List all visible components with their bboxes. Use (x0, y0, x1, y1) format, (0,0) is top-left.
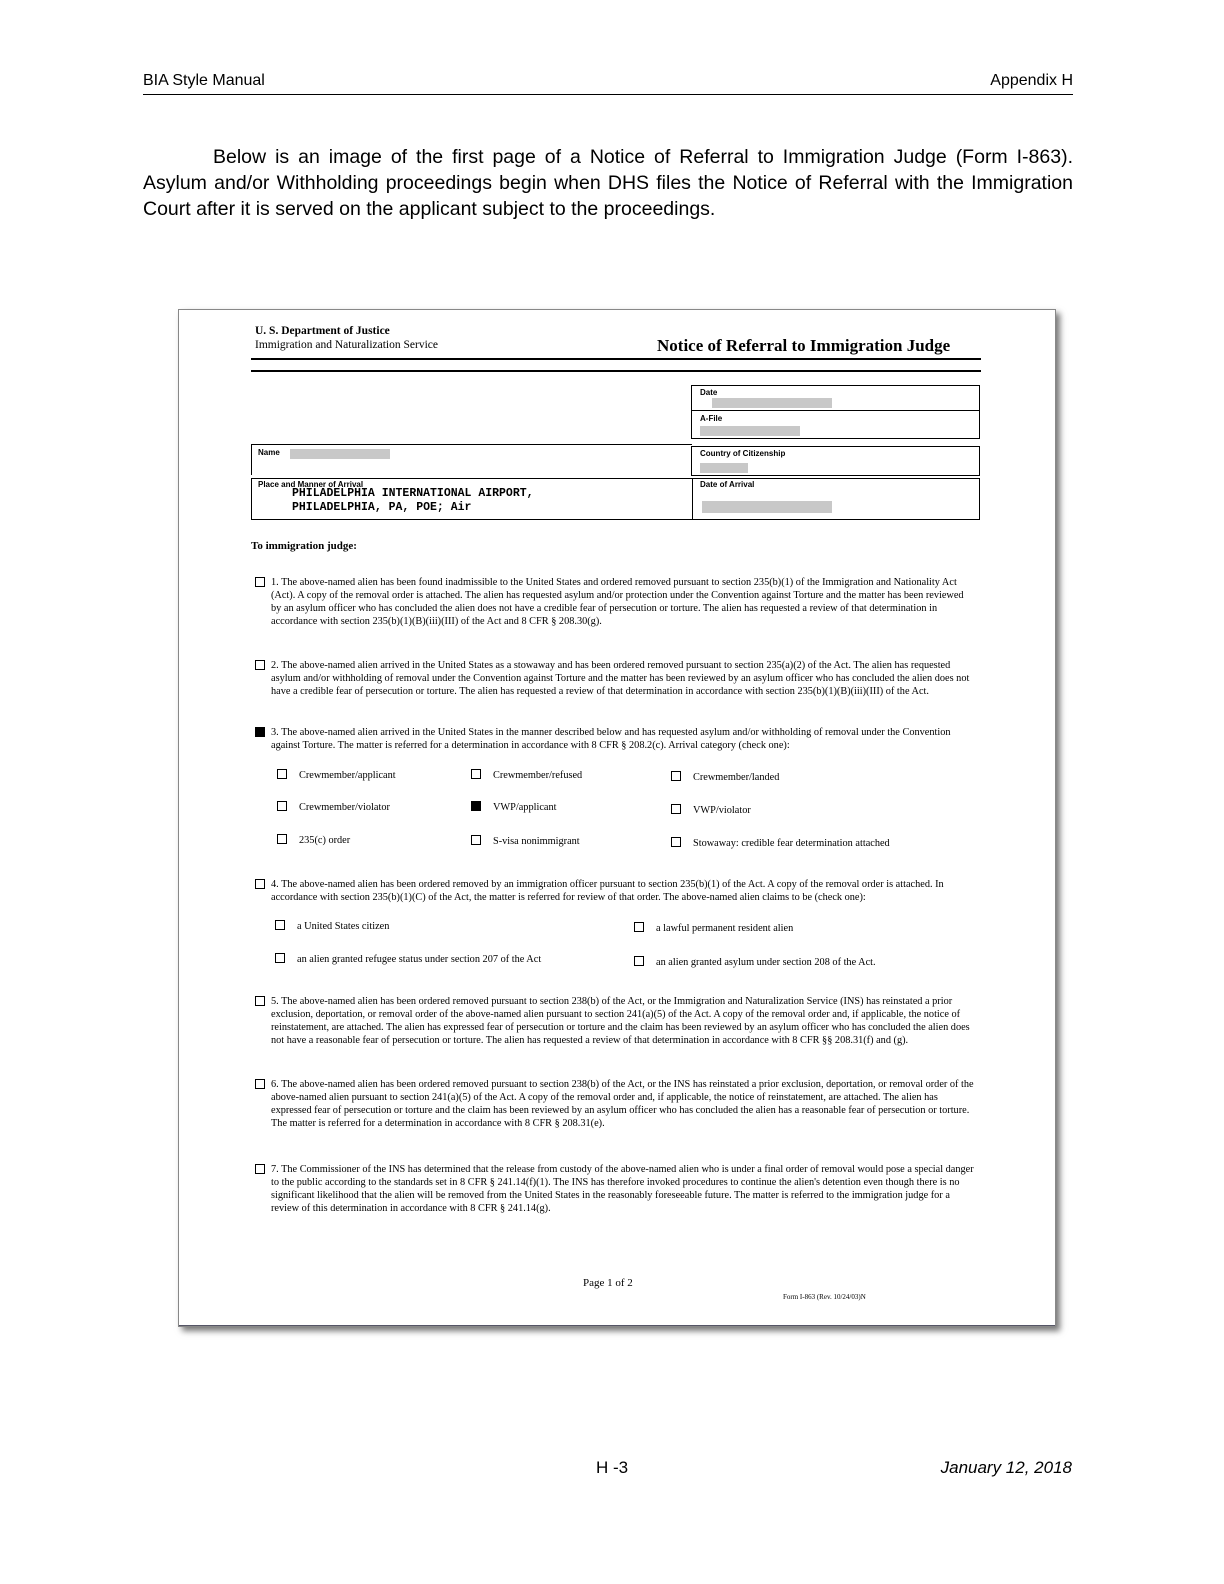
header-right: Appendix H (990, 72, 1073, 89)
department (255, 324, 438, 352)
checkbox (255, 879, 265, 889)
checkbox (255, 1164, 265, 1174)
category-option: Crewmember/violator (277, 801, 390, 813)
scan-edge (179, 1325, 1055, 1327)
citizenship-box (691, 446, 980, 476)
form-title: Notice of Referral to Immigration Judge (657, 336, 951, 355)
form-image (178, 309, 1056, 1327)
afile-label: A-File (700, 414, 723, 423)
category-option: S-visa nonimmigrant (471, 835, 580, 847)
divider (251, 370, 981, 372)
dept-line2: Immigration and Naturalization Service (255, 339, 438, 351)
to-label: To immigration judge: (251, 540, 357, 552)
name-box (251, 444, 692, 475)
name-label: Name (258, 448, 280, 457)
item-5: 5. The above-named alien has been ordered removed pursuant to section 238(b) of the Act, or the Immigration and Naturalization Service (INS) has reinstated a prior exclusion, deportation, or removal order of the above-named alien pursuant to section 241(a)(5) of the Act. A copy of the removal order and, if applicable, the notice of reinstatement, are attached. The alien has expressed fear of persecution or torture and the claim has been reviewed by an asylum officer who has concluded the alien does not have a reasonable fear of persecution or torture. The alien has requested a review of that determination in accordance with 8 CFR §§ 208.31(f) and (g). (255, 995, 975, 1047)
checkbox-checked (255, 727, 265, 737)
divider (251, 358, 981, 360)
category-option: Crewmember/refused (471, 769, 582, 781)
checkbox (255, 996, 265, 1006)
citizenship-label: Country of Citizenship (700, 449, 786, 458)
item-6: 6. The above-named alien has been ordered removed pursuant to section 238(b) of the Act, or the INS has reinstated a prior exclusion, deportation, or removal order of the above-named alien pursuant to section 241(a)(5) of the Act. A copy of the removal order and, if applicable, the notice of reinstatement, are attached. The alien has expressed fear of persecution or torture and the claim has been reviewed by an asylum officer who has concluded the alien has a reasonable fear of persecution or torture. The matter is referred for a determination in accordance with 8 CFR § 208.31(e). (255, 1078, 975, 1130)
date-afile-box (691, 385, 980, 439)
header-left: BIA Style Manual (143, 72, 265, 89)
intro-paragraph: Below is an image of the first page of a Notice of Referral to Immigration Judge (Form I-863). Asylum and/or Withholding proceedings begin when DHS files the Notice of Referral with the Immigration Court after it is served on the applicant subject to the proceedings. (143, 146, 1073, 220)
footer-date: January 12, 2018 (940, 1458, 1072, 1477)
checkbox (255, 577, 265, 587)
form-number: Form I-863 (Rev. 10/24/03)N (783, 1293, 866, 1301)
claim-option: a United States citizen (275, 920, 389, 932)
footer-page: H -3 (595, 1458, 629, 1477)
category-option: VWP/violator (671, 804, 751, 816)
redacted-arrival-date (702, 501, 832, 513)
item-4: 4. The above-named alien has been ordered removed by an immigration officer pursuant to section 235(b)(1) of the Act. A copy of the removal order is attached. In accordance with section 235(b)(1)(C) of the Act, the matter is referred for review of that order. The above-named alien claims to be (check one): (255, 878, 975, 904)
item-3: 3. The above-named alien arrived in the United States in the manner described below and has requested asylum and/or withholding of removal under the Convention against Torture. The matter is referred for a determination in accordance with 8 CFR § 208.2(c). Arrival category (check one): (255, 726, 975, 752)
item-1: 1. The above-named alien has been found inadmissible to the United States and ordered removed pursuant to section 235(b)(1) of the Immigration and Nationality Act (Act). A copy of the removal order is attached. The alien has requested asylum and/or protection under the Convention against Torture and the matter has been reviewed by an asylum officer who has concluded the alien does not have a credible fear of persecution or torture. The alien has requested a review of that determination in accordance with section 235(b)(1)(B)(iii)(III) of the Act and 8 CFR § 208.30(g). (255, 576, 975, 628)
category-option: Crewmember/applicant (277, 769, 396, 781)
category-option: Crewmember/landed (671, 771, 779, 783)
claim-option: an alien granted asylum under section 208 of the Act. (634, 956, 876, 968)
arrival-box (251, 478, 980, 520)
dept-line1: U. S. Department of Justice (255, 325, 390, 337)
redacted-citizenship (700, 463, 748, 473)
redacted-date (712, 398, 832, 408)
arrival-date-label: Date of Arrival (700, 480, 755, 489)
place-label: Place and Manner of Arrival (258, 480, 364, 489)
redacted-name (290, 449, 390, 459)
page-header (143, 72, 1073, 95)
redacted-afile (700, 426, 800, 436)
claim-option: a lawful permanent resident alien (634, 922, 793, 934)
date-label: Date (700, 388, 718, 397)
item-7: 7. The Commissioner of the INS has determined that the release from custody of the above-named alien who is under a final order of removal would pose a special danger to the public according to the standards set in 8 CFR § 241.14(f)(1). The INS has therefore invoked procedures to continue the alien's detention even though there is no significant likelihood that the alien will be removed from the United States in the reasonably foreseeable future. The matter is referred to the immigration judge for a review of this determination in accordance with 8 CFR § 241.14(g). (255, 1163, 975, 1215)
checkbox (255, 660, 265, 670)
checkbox (255, 1079, 265, 1089)
category-option-checked: VWP/applicant (471, 801, 556, 813)
claim-option: an alien granted refugee status under section 207 of the Act (275, 953, 541, 965)
category-option: Stowaway: credible fear determination attached (671, 837, 890, 849)
item-2: 2. The above-named alien arrived in the United States as a stowaway and has been ordered removed pursuant to section 235(a)(2) of the Act. The alien has requested asylum and/or withholding of removal under the Convention against Torture and the matter has been reviewed by an asylum officer who has concluded the alien does not have a credible fear of persecution or torture. The alien has requested a review of that determination in accordance with section 235(b)(1)(B)(iii)(III) of the Act. (255, 659, 975, 698)
form-page-number: Page 1 of 2 (583, 1277, 633, 1289)
category-option: 235(c) order (277, 834, 350, 846)
place-value: PHILADELPHIA INTERNATIONAL AIRPORT, PHILADELPHIA, PA, POE; Air (292, 487, 534, 514)
